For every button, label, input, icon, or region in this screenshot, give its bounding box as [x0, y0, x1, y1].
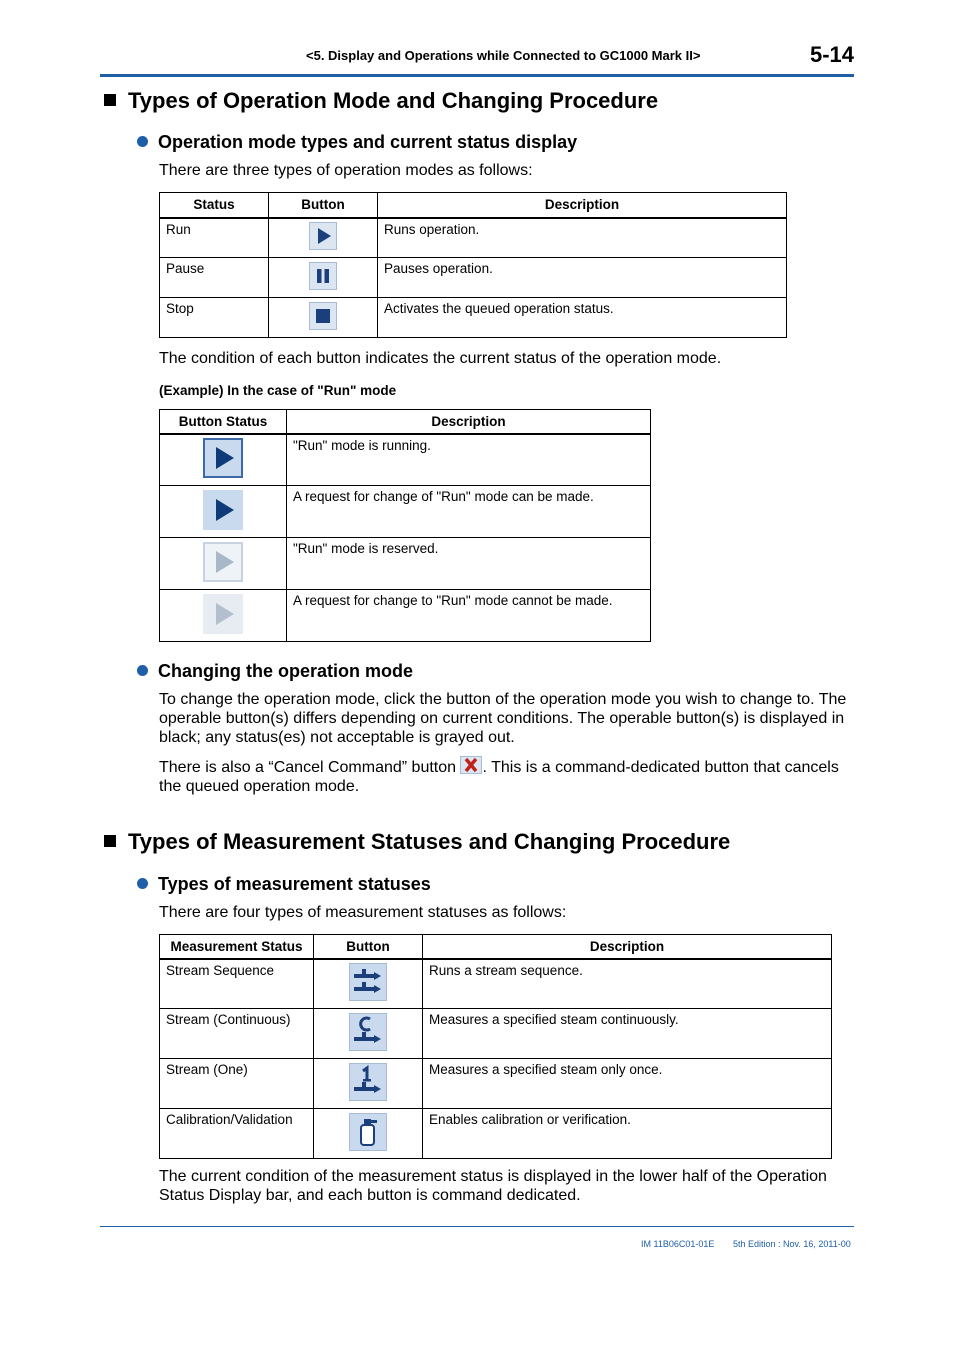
circle-bullet-icon — [137, 665, 148, 676]
col-header-description: Description — [287, 410, 651, 434]
intro-mode-types: There are three types of operation modes as follows: — [159, 162, 533, 179]
status-cell: Stream (Continuous) — [166, 1012, 291, 1027]
table-row — [160, 434, 651, 486]
description-cell: Measures a specified steam continuously. — [429, 1012, 679, 1027]
table-row — [160, 1109, 832, 1159]
changing-mode-paragraph: To change the operation mode, click the button of the operation mode you wish to change to. The operable button(s) differs depending on current conditions. The operable button(s) is displayed in black; any status(es) not acceptable is grayed out. — [159, 691, 847, 746]
status-cell: Pause — [166, 261, 205, 276]
table-row — [160, 258, 787, 298]
footer-rule — [100, 1226, 854, 1227]
pause-icon[interactable] — [309, 262, 337, 290]
operation-mode-table — [159, 192, 787, 338]
play-icon-running[interactable] — [203, 438, 243, 478]
description-cell: A request for change to "Run" mode cannot be made. — [293, 593, 613, 608]
status-cell: Calibration/Validation — [166, 1112, 293, 1127]
document-number: IM 11B06C01-01E — [641, 1239, 715, 1249]
play-icon-reserved[interactable] — [203, 542, 243, 582]
measurement-status-note: The current condition of the measurement status is displayed in the lower half of the Operation Status Display bar, and each button is command dedicated. — [159, 1168, 827, 1204]
status-cell: Run — [166, 221, 191, 237]
play-icon-disabled[interactable] — [203, 594, 243, 634]
subheading-measurement-types: Types of measurement statuses — [137, 874, 431, 895]
description-cell: Measures a specified steam only once. — [429, 1062, 663, 1077]
stream-sequence-icon[interactable] — [349, 963, 387, 1001]
measurement-status-table — [159, 934, 832, 1159]
play-icon-available[interactable] — [203, 490, 243, 530]
cancel-command-paragraph: There is also a “Cancel Command” button . This is a command-dedicated button that cancels the queued operation mode. — [159, 756, 854, 796]
button-condition-note: The condition of each button indicates the current status of the operation mode. — [159, 350, 722, 367]
table-row — [160, 486, 651, 538]
calibration-icon[interactable] — [349, 1113, 387, 1151]
description-cell: Activates the queued operation status. — [384, 301, 614, 316]
description-cell: Runs a stream sequence. — [429, 962, 583, 978]
header-rule — [100, 74, 854, 77]
description-cell: A request for change of "Run" mode can be made. — [293, 489, 594, 504]
intro-measurement-types: There are four types of measurement statuses as follows: — [159, 904, 567, 921]
description-cell: Pauses operation. — [384, 261, 493, 276]
stream-continuous-icon[interactable] — [349, 1013, 387, 1051]
table-row — [160, 298, 787, 338]
subheading-mode-types: Operation mode types and current status display — [137, 132, 577, 153]
table-row — [160, 1009, 832, 1059]
stream-one-icon[interactable] — [349, 1063, 387, 1101]
section-heading-measurement-statuses: Types of Measurement Statuses and Changing Procedure — [104, 829, 730, 855]
run-status-table — [159, 409, 651, 642]
square-bullet-icon — [104, 835, 116, 847]
status-cell: Stream (One) — [166, 1062, 248, 1077]
table-row — [160, 218, 787, 258]
edition-info: 5th Edition : Nov. 16, 2011-00 — [733, 1239, 851, 1249]
col-header-description: Description — [423, 935, 832, 959]
play-icon[interactable] — [309, 222, 337, 250]
subheading-changing-mode: Changing the operation mode — [137, 661, 413, 682]
description-cell: Runs operation. — [384, 221, 480, 237]
page-number: 5-14 — [810, 42, 855, 67]
col-header-measurement-status: Measurement Status — [160, 935, 314, 959]
square-bullet-icon — [104, 94, 116, 106]
circle-bullet-icon — [137, 878, 148, 889]
table-row — [160, 959, 832, 1009]
description-cell: "Run" mode is running. — [293, 437, 431, 453]
table-row — [160, 1059, 832, 1109]
table-row — [160, 590, 651, 642]
section-heading-operation-mode: Types of Operation Mode and Changing Procedure — [104, 88, 658, 114]
col-header-button-status: Button Status — [160, 410, 287, 434]
col-header-description: Description — [378, 193, 787, 218]
description-cell: "Run" mode is reserved. — [293, 541, 439, 556]
table-row — [160, 538, 651, 590]
description-cell: Enables calibration or verification. — [429, 1112, 631, 1127]
circle-bullet-icon — [137, 136, 148, 147]
chapter-header: <5. Display and Operations while Connected to GC1000 Mark II> — [306, 48, 701, 63]
status-cell: Stop — [166, 301, 194, 316]
stop-icon[interactable] — [309, 302, 337, 330]
cancel-command-icon[interactable] — [460, 756, 482, 774]
col-header-status: Status — [160, 193, 269, 218]
col-header-button: Button — [269, 193, 378, 218]
status-cell: Stream Sequence — [166, 962, 275, 978]
col-header-button: Button — [314, 935, 423, 959]
example-caption: (Example) In the case of "Run" mode — [159, 383, 397, 398]
